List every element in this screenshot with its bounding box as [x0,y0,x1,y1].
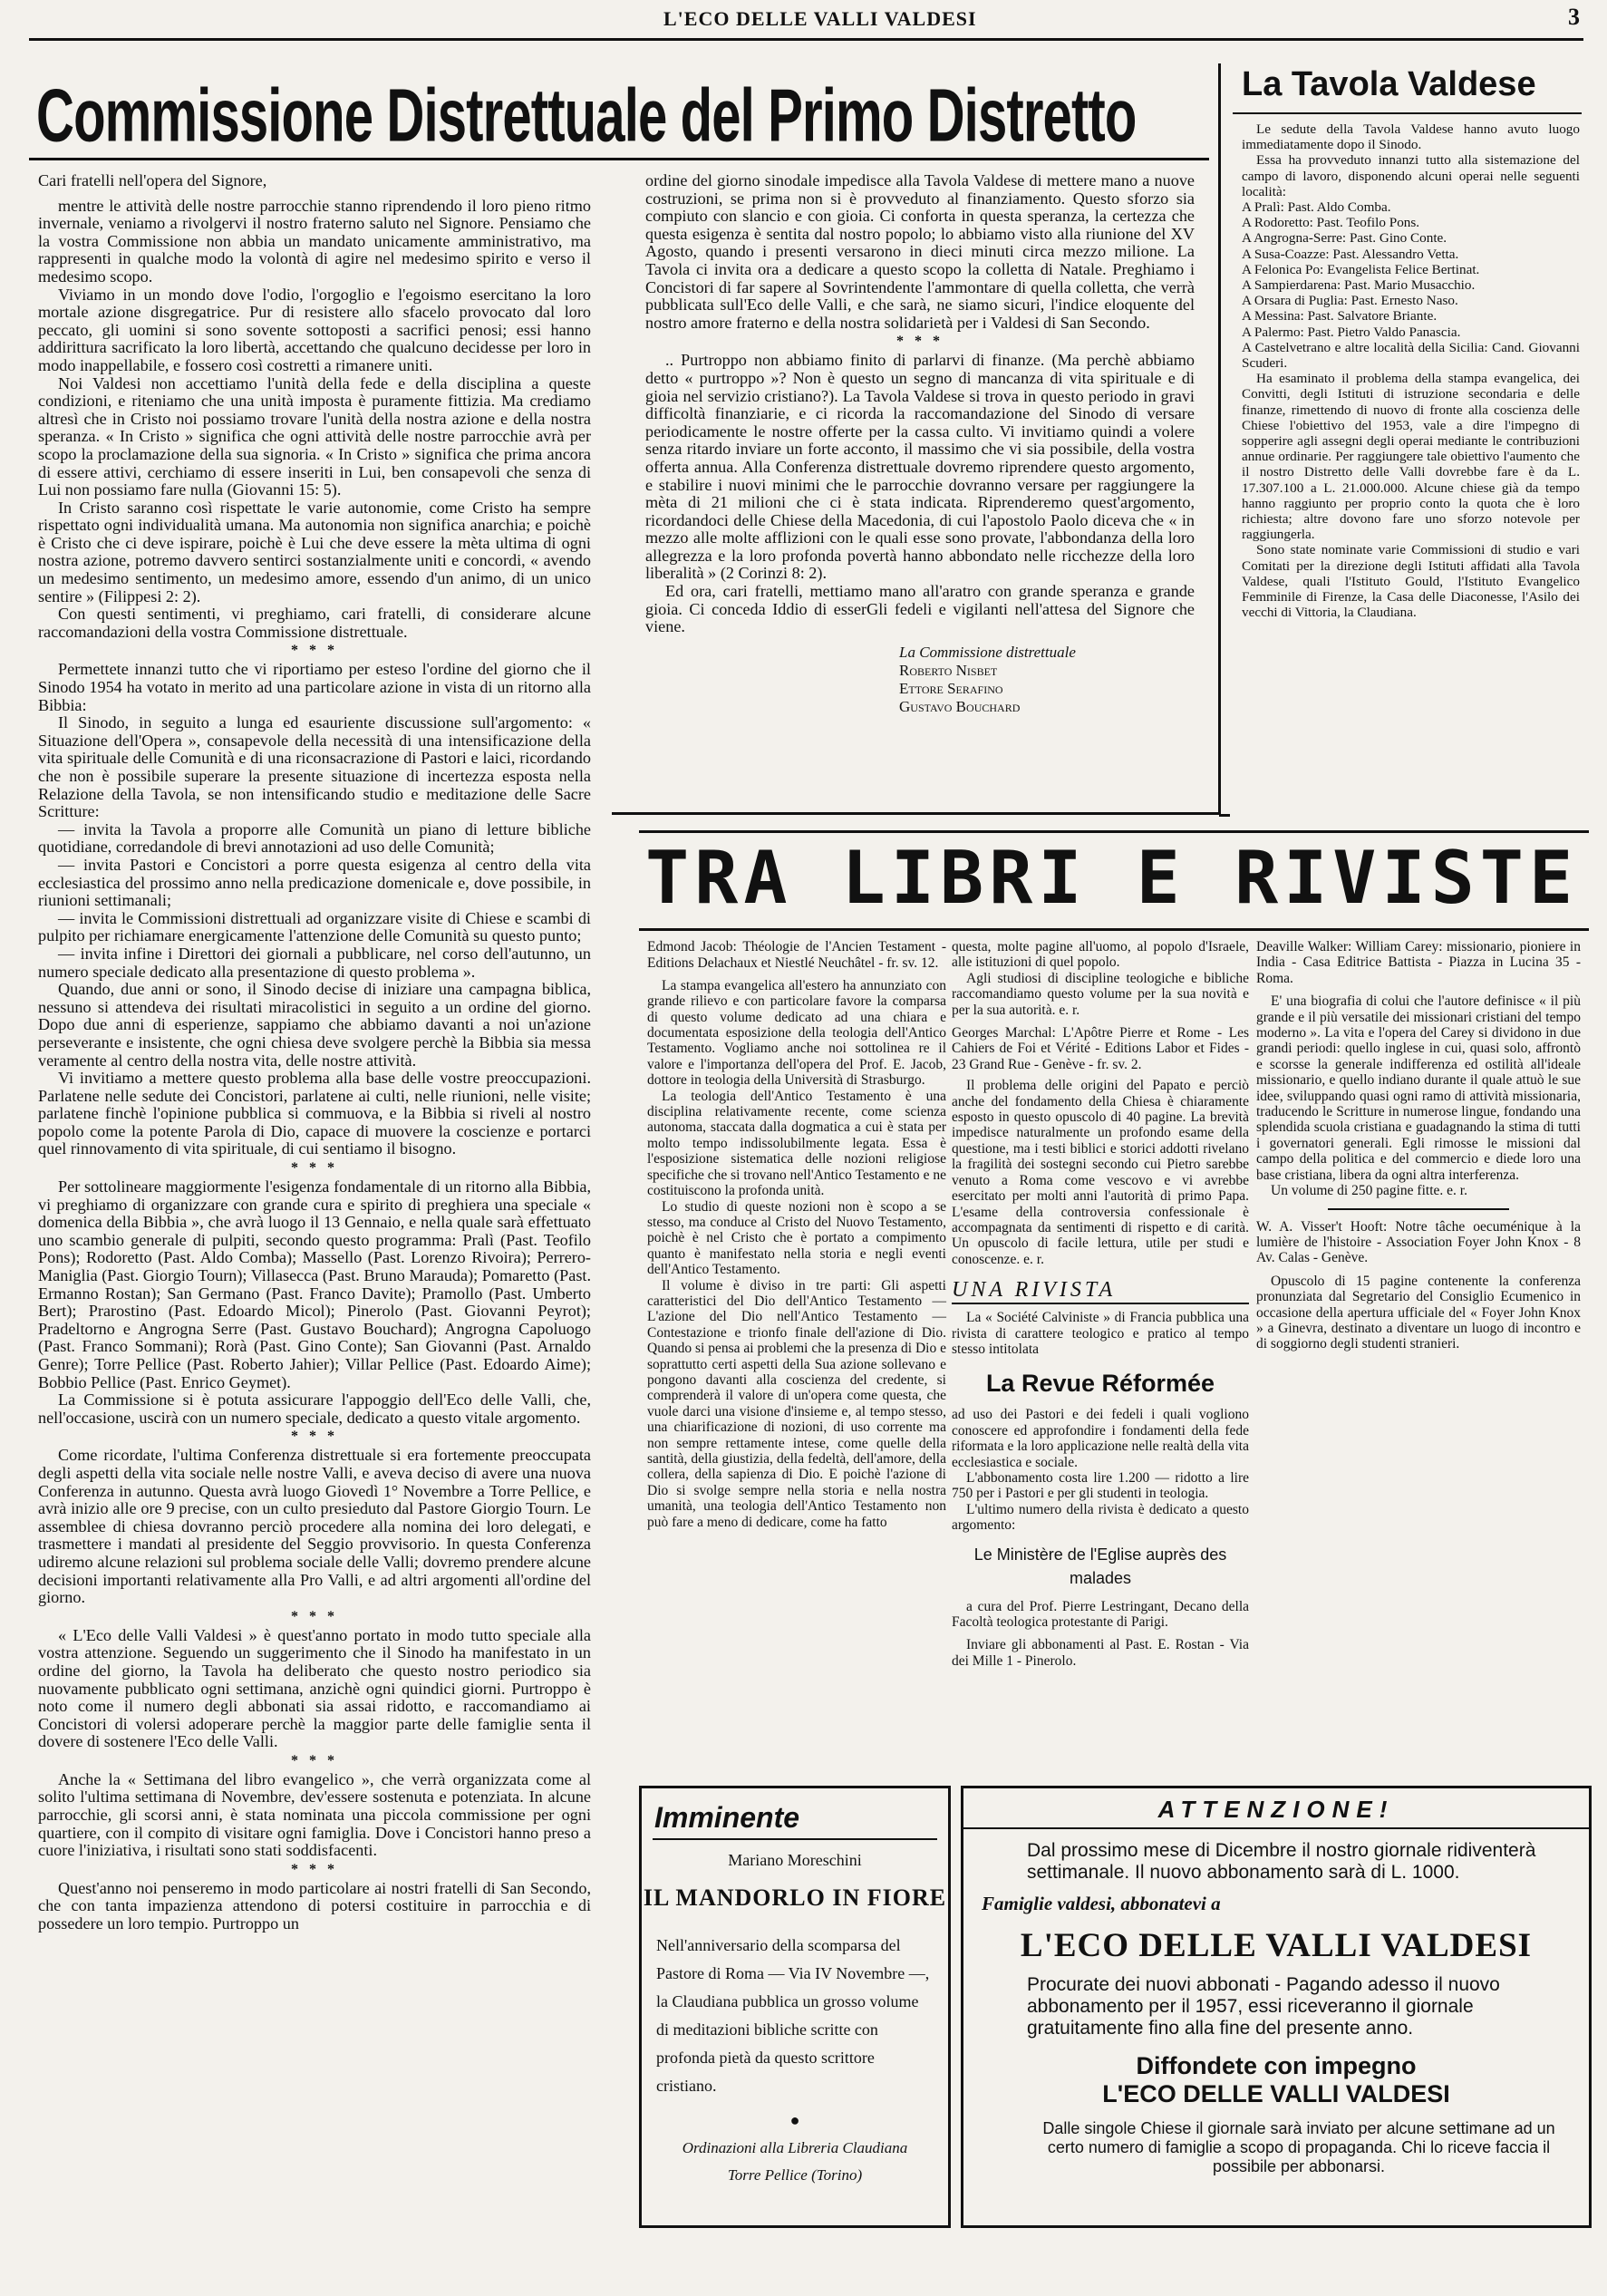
paragraph: Ha esaminato il problema della stampa evangelica, dei Convitti, degli Istituti di istruzione secondaria e delle finanze, rimettendo di nuovo di fronte alla coscienza delle Chiese l'obiettivo del 1953, vale a dire l'impegno di sopperire agli assegni degli operai mediante le contribuzioni annue ordinarie. Per raggiungere tale obiettivo l'aumento che il nostro Distretto delle Valli dovrebbe fare è da L. 17.307.100 a L. 21.000.000. Alcune chiese già da tempo hanno raggiunto per proprio conto la quota che è loro richiesta; altre dovono fare uno sforzo notevole per raggiungerla. [1242,371,1580,543]
tavola-rule [1233,112,1582,114]
paragraph: — invita le Commissioni distrettuali ad organizzare visite di Chiese e scambi di pulpito per richiamare energicamente l'attenzione delle Comunità su questo punto; [38,908,591,945]
libri-column-3-content [1256,939,1581,1352]
paragraph: Il Sinodo, in seguito a lunga ed esauriente discussione sull'argomento: « Situazione dell'Opera », consapevole della necessità di una intensificazione della vita spirituale delle Comunità e di una riconsacrazione di Pastori e laici, ricordando che non è possibile superare la presente situazione di incertezza esposta nella Relazione della Tavola, se non intensificando studio e meditazione delle Sacre Scritture: [38,713,591,821]
paragraph: a cura del Prof. Pierre Lestringant, Decano della Facoltà teologica protestante di Parigi. [952,1598,1249,1630]
attenzione-label: ATTENZIONE! [1157,1796,1395,1823]
commissione-column-1 [38,172,591,1933]
paragraph: ad uso dei Pastori e dei fedeli i quali vogliono conoscere ed approfondire i fondamenti della fede riformata e la loro applicazione nelle realtà della vita ecclesiastica e sociale. [952,1407,1249,1470]
list-item: A Orsara di Puglia: Past. Ernesto Naso. [1242,293,1458,309]
paragraph: Il problema delle origini del Papato e perciò anche del fondamento della Chiesa è chiaramente esposto in questo opuscolo di 40 pagine. La brevità impedisce naturalmente un profondo esame della questione, ma i testi biblici e storici addotti rivelano la fragilità dei sostegni secondo cui Pietro sarebbe venuto a Roma come vescovo e vi avrebbe esercitato per molti anni l'autorità di primo Papa. L'esame della controversia confessionale è accompagnata da sentimenti di rispetto e di carità. Un opuscolo di facile lettura, utile per studi e conoscenze. e. r. [952,1078,1249,1267]
attenzione-notice: Dal prossimo mese di Dicembre il nostro giornale ridiventerà settimanale. Il nuovo abbonamento sarà di L. 1000. [1027,1840,1536,1883]
paragraph: Il volume è diviso in tre parti: Gli aspetti caratteristici del Dio dell'Antico Testamento — L'azione del Dio nell'Antico Testamento — Contestazione e trionfo finale dell'azione di Dio. Quando si pensa ai problemi che la presenza di Dio e soprattutto certi aspetti della Sua azione sollevano e pongono davanti alla coscienza del credente, si comprenderà il valore di un'opera come questa, che vuole darci una visione d'insieme e, al tempo stesso, una chiarificazione di nozioni, di uso corrente ma non sempre rettamente intese, come quelle della santità, della giustizia, della fedeltà, dell'amore, della collera, della sapienza di Dio. E poichè l'azione di Dio si svolge sempre nella storia e nella nostra umanità, una teologia dell'Antico Testamento non può fare a meno di dedicare, come ha fatto [647,1277,946,1530]
list-item: A Castelvetrano e altre località della Sicilia: Cand. Giovanni Scuderi. [1242,339,1580,372]
paragraph: La stampa evangelica all'estero ha annunziato con grande rilievo e con particolare favore la comparsa di questo volume dedicato ad una chiara e documentata esposizione della teologia dell'Antico Testamento. Vogliamo anche noi sottolinea re il valore e l'importanza dell'opera del Prof. E. Jacob, dottore in teologia della Università di Strasburgo. [647,977,946,1089]
paragraph: La teologia dell'Antico Testamento è una disciplina relativamente recente, come scienza autonoma, staccata dalla dogmatica a cui è stata per molto tempo indissolubilmente legata. Essa è l'esposizione sistematica delle nozioni religiose specifiche che si trovano nell'Antico Testamento e ne costituiscono la profonda unità. [647,1088,946,1199]
page-number: 3 [1568,4,1580,30]
rivista-heading: UNA RIVISTA [952,1278,1249,1304]
signatures [899,644,1195,716]
signature-title: La Commissione distrettuale [899,643,1076,661]
paragraph: Quando, due anni or sono, il Sinodo decise di iniziare una campagna biblica, nessuno si attendeva dei risultati miracolistici in seguito a un ordine del giorno. Dopo due anni di esperienze, sappiamo che abbiamo davanti a noi un'azione perseverante e insistente, che ogni chiesa deve svolgere perchè la Bibbia sia messa veramente al centro della nostra vita, delle nostre attività. [38,980,591,1070]
paragraph: La Commissione si è potuta assicurare l'appoggio dell'Eco delle Valli, che, nell'occasione, uscirà con un numero speciale, dedicato a questo vitale argomento. [38,1390,591,1427]
section-rule-corner [1219,805,1230,817]
signature-name: Ettore Serafino [899,679,1003,697]
paragraph: Le sedute della Tavola Valdese hanno avuto luogo immediatamente dopo il Sinodo. [1242,121,1580,153]
paragraph: Noi Valdesi non accettiamo l'unità della fede e della disciplina a queste condizioni, e riteniamo che una unità imposta è puramente fittizia. Ma crediamo altresì che in Cristo noi possiamo trovare l'unità della nostra azione e della nostra speranza. « In Cristo » significa che ogni attività delle nostre parrocchie avrà per scopo la proclamazione della sua signoria. « In Cristo » significa che prima ancora di essere attivi, cerchiamo di essere inseriti in Lui, ben consapevoli che senza di Lui non possiamo fare nulla (Giovanni 15: 5). [38,373,591,499]
libri-column-2 [952,939,1249,1669]
newspaper-name: L'ECO DELLE VALLI VALDESI [1020,1927,1533,1964]
paragraph: — invita Pastori e Concistori a porre questa esigenza al centro della vita ecclesiastica del prossimo anno nella predicazione domenicale e, dove possibile, in riunioni settimanali; [38,855,591,910]
separator-stars: * * * [291,1752,338,1768]
revue-title: La Revue Réformée [985,1370,1215,1398]
paragraph: Viviamo in un mondo dove l'odio, l'orgoglio e l'egoismo esercitano la loro mortale azione disgregatrice. Pur di resistere allo sfacelo provocato dal loro peccato, gli uomini si sono sovente sottoposti a sacrifici penosi; essi hanno addirittura sacrificato la loro libertà, accettando che qualcuno decidesse per loro in modo inappellabile, e fossero così costretti a rimanere uniti. [38,285,591,374]
paragraph: Sono state nominate varie Commissioni di studio e vari Comitati per la direzione degli Istituti affidati alla Tavola Valdese, quali l'Istituto Gould, l'Istituto Evangelico Femminile di Firenze, la Casa delle Diaconesse, l'Asilo dei vecchi di Vittoria, la Claudiana. [1242,542,1580,621]
list-item: A Messina: Past. Salvatore Briante. [1242,308,1438,325]
libri-bottom-rule [639,928,1589,931]
paragraph: E' una biografia di colui che l'autore definisce « il più grande e il più versatile dei missionari cristiani del tempo moderno ». La vita e l'opera del Carey si dividono in due grandi periodi: quello inglese in cui, quasi solo, affrontò e scorsse la generale indifferenza ed ostilità all'ideale missionario, e quello indiano durante il quale attuò le sue idee, sviluppando quasi ogni ramo di attività missionaria, traducendo le Scritture in numerose lingue, fondando una splendida scuola cristiana e guadagnando la stima di tutti i governatori generali. Egli rimosse le missioni dal campo della politica e del commercio e diede loro una base cristiana, libera da ogni altra interferenza. [1256,993,1581,1183]
list-item: A Palermo: Past. Pietro Valdo Panascia. [1242,324,1461,340]
separator-stars: * * * [291,1861,338,1877]
list-item: A Pralì: Past. Aldo Comba. [1242,199,1391,216]
paragraph: Opuscolo di 15 pagine contenente la conferenza pronunziata dal Segretario del Consiglio Ecumenico in occasione della apertura ufficiale del « Foyer John Knox » a Ginevra, destinato a diventare un luogo di incontro e di soggiorno degli studenti stranieri. [1256,1273,1581,1352]
paragraph: Essa ha provveduto innanzi tutto alla sistemazione del campo di lavoro, disponendo alcuni operai nelle seguenti località: [1242,152,1580,199]
separator-stars: * * * [896,334,944,350]
paragraph: — invita infine i Direttori dei giornali a pubblicare, nel corso dell'autunno, un numero speciale dedicato alla presentazione di questo problema ». [38,944,591,981]
salutation: Cari fratelli nell'opera del Signore, [38,171,267,189]
attenzione-offer: Procurate dei nuovi abbonati - Pagando adesso il nuovo abbonamento per il 1957, essi riceveranno il giornale gratuitamente fino alla fine del presente anno. [1027,1974,1500,2039]
imminente-order: Ordinazioni alla Libreria Claudiana [682,2139,908,2156]
bullet: ● [789,2111,800,2129]
review-heading: Edmond Jacob: Théologie de l'Ancien Testament - Editions Delachaux et Niestlé Neuchâtel - fr. sv. 12. [647,939,946,972]
libri-headline: TRA LIBRI E RIVISTE [645,836,1579,920]
list-item: A Sampierdarena: Past. Mario Musacchio. [1242,277,1476,294]
paragraph: Con questi sentimenti, vi preghiamo, cari fratelli, di considerare alcune raccomandazioni della vostra Commissione distrettuale. [38,605,591,641]
imminente-box [639,1786,951,2228]
paragraph: L'abbonamento costa lire 1.200 — ridotto a lire 750 per i Pastori e per gli studenti in teologia. [952,1469,1249,1502]
newspaper-title: L'ECO DELLE VALLI VALDESI [663,7,977,30]
places-list [1242,199,1580,371]
signature-name: Gustavo Bouchard [899,697,1021,715]
paragraph: Vi invitiamo a mettere questo problema alla base delle vostre preoccupazioni. Parlatene nelle sedute dei Concistori, parlatene ai culti, nelle riunioni, nelle visite; parlatene finchè l'opinione pubblica si commuova, e la Bibbia si riveli al nostro popolo come la potente Parola di Dio, capace di muovere la coscienze e portarci quel rinnovamento di vita spirituale, di cui sentiamo il bisogno. [38,1069,591,1158]
separator-stars: * * * [291,1160,338,1177]
paragraph: La « Société Calviniste » di Francia pubblica una rivista di carattere teologico e pratico al tempo stesso intitolata [952,1310,1249,1357]
paragraph: — invita la Tavola a proporre alle Comunità un piano di letture bibliche quotidiane, corredandole di brevi annotazioni ad uso delle Comunità; [38,819,591,857]
imminente-text: Nell'anniversario della scomparsa del Pastore di Roma — Via IV Novembre —, la Claudiana pubblica un grosso volume di meditazioni bibliche scritte con profonda pietà da questo scrittore cristiano. [656,1936,930,2095]
page-header [29,0,1583,41]
paragraph: Ed ora, cari fratelli, mettiamo mano all'aratro con grande speranza e grande gioia. Ci conceda Iddio di esserGli fedeli e vigilanti nell'attesa del Signore che viene. [645,582,1195,636]
paragraph: Come ricordate, l'ultima Conferenza distrettuale si era fortemente preoccupata degli aspetti della vita sociale nelle nostre Valli, e aveva deciso di avere una nuova Conferenza in autunno. Questa avrà luogo Giovedì 1° Novembre a Torre Pellice, e avrà inizio alle ore 9 precise, con un culto presieduto dal Pastore Giorgio Tourn. Le assemblee di chiesa dovranno perciò procedere alla nomina dei loro delegati, e trasmettere i mandati al presidente del Seggio provvisorio. In questa Conferenza udiremo alcune relazioni sul problema sociale delle Valli; dovremo prendere alcune decisioni importanti relativamente alla Pro Valli, e ad altri argomenti all'ordine del giorno. [38,1446,591,1607]
separator-stars: * * * [291,1608,338,1624]
divider [963,1827,1589,1829]
revue-topic: Le Ministère de l'Eglise auprès des malades [973,1545,1227,1587]
paragraph: questa, molte pagine all'uomo, al popolo d'Israele, alle istituzioni di quel popolo. [952,939,1249,971]
paragraph: Permettete innanzi tutto che vi riportiamo per esteso l'ordine del giorno che il Sinodo 1954 ha votato in merito ad una particolare azione in vista di un ritorno alla Bibbia: [38,660,591,714]
paragraph: Quest'anno noi penseremo in modo particolare ai nostri fratelli di San Secondo, che con tanta impazienza attendono di potersi costituire in parrocchia e di possedere un loro tempio. Purtroppo un [38,1878,591,1933]
review-heading: W. A. Visser't Hooft: Notre tâche oecuménique à la lumière de l'histoire - Association Foyer John Knox - 8 Av. Calas - Genève. [1256,1218,1581,1266]
libri-column-1 [647,939,946,1530]
diffondete-heading: Diffondete con impegno [1136,2052,1417,2079]
paragraph: « L'Eco delle Valli Valdesi » è quest'anno portato in modo tutto speciale alla vostra attenzione. Seguendo un suggerimento che il Sinodo ha manifestato in un ordine del giorno, la Tavola ha deliberato che questo nostro periodico sia nuovamente pubblicato ogni settimana, anzichè ogni quindici giorni. Purtroppo è noto come il numero degli abbonati sia assai ridotto, e raccomandiamo ai Concistori di volersi adoperare perchè la maggior parte delle famiglie senta il dovere di sostenere l'Eco delle Valli. [38,1625,591,1751]
paragraph: In Cristo saranno così rispettate le varie autonomie, come Cristo ha sempre rispettato ogni individualità umana. Ma autonomia non significa anarchia; e poichè è Cristo che ci deve ispirare, poichè è Lui che deve essere la mèta ultima di ogni nostra azione, potremo davvero sentirci sostanzialmente uniti e concordi, « avendo un medesimo sentimento, un medesimo amore, essendo d'un animo, di un unico sentire » (Filippesi 2: 2). [38,498,591,605]
imminente-book-title: IL MANDORLO IN FIORE [643,1884,947,1911]
list-item: A Rodoretto: Past. Teofilo Pons. [1242,215,1420,231]
paragraph: Agli studiosi di discipline teologiche e bibliche raccomandiamo questo volume per la sua novità e per la sua autorità. e. r. [952,970,1249,1018]
column-rule [1218,63,1221,812]
paragraph: mentre le attività delle nostre parrocchie stanno riprendendo il loro pieno ritmo invernale, veniamo a rivolgervi il nostro fraterno saluto nel Signore. Pensiamo che la vostra Commissione non abbia un mandato unicamente amministrativo, ma rappresenti in qualche modo la volontà di agire nel medesimo spirito e verso il medesimo scopo. [38,196,591,286]
separator-stars: * * * [291,643,338,659]
newspaper-name: L'ECO DELLE VALLI VALDESI [1102,2080,1450,2107]
list-item: A Susa-Coazze: Past. Alessandro Vetta. [1242,246,1459,262]
section-rule [612,812,1221,815]
signature-name: Roberto Nisbet [899,661,998,679]
review-heading: Georges Marchal: L'Apôtre Pierre et Rome - Les Cahiers de Foi et Vérité - Editions Labor et Fides - 23 Grand Rue - Genève - fr. sv. 2. [952,1025,1249,1072]
libri-top-rule [639,830,1589,833]
paragraph: Anche la « Settimana del libro evangelico », che verrà organizzata come al solito l'ultima settimana di Novembre, dev'essere sostenuta e potenziata. In alcune parrocchie, gli scorsi anni, è stata nominata una piccola commissione per ogni quartiere, con il compito di visitare ogni famiglia. Dove i Concistori hanno preso a cuore l'iniziativa, i risultati sono stati soddisfacenti. [38,1769,591,1860]
paragraph: Un volume di 250 pagine fitte. e. r. [1271,1183,1467,1199]
paragraph: Lo studio di queste nozioni non è scopo a se stesso, ma conduce al Cristo del Nuovo Testamento, poichè è nel Cristo che è portato a compimento quanto è manifestato nella storia e negli eventi dell'Antico Testamento. [647,1198,946,1278]
attenzione-box [961,1786,1592,2228]
list-item: A Angrogna-Serre: Past. Gino Conte. [1242,230,1447,247]
tavola-headline: La Tavola Valdese [1242,65,1536,103]
tavola-column [1242,121,1580,621]
divider [1328,1208,1509,1210]
separator-stars: * * * [291,1429,338,1445]
attenzione-propaganda: Dalle singole Chiese il giornale sarà inviato per alcune settimane ad un certo numero di famiglie a scopo di propaganda. Chi lo riceve faccia il possibile per abbonarsi. [1042,2119,1555,2175]
imminente-label: Imminente [654,1801,800,1834]
review-heading: Deaville Walker: William Carey: missionario, pioniere in India - Casa Editrice Battista - Piazza in Lucina 35 - Roma. [1256,939,1581,986]
imminente-author: Mariano Moreschini [728,1851,862,1869]
paragraph: Inviare gli abbonamenti al Past. E. Rostan - Via dei Mille 1 - Pinerolo. [952,1637,1249,1669]
list-item: A Felonica Po: Evangelista Felice Bertinat. [1242,261,1480,277]
paragraph: ordine del giorno sinodale impedisce alla Tavola Valdese di mettere mano a nuove costruzioni, se prima non si è provveduto al finanziamento. Questo sforzo sia compiuto con slancio e con gioia. Ci conforta in questa speranza, la certezza che questa esigenza è sentita dal nostro popolo; lo abbiamo visto alla riunione del XV Agosto, quando i presenti versarono in dieci minuti circa mezzo milione. La Tavola ci invita ora a dedicare a questo scopo la colletta di Natale. Preghiamo i Concistori di far sapere al Sovrintendente l'ammontare di quella colletta, che verrà pubblicata sull'Eco delle Valli, e che sarà, ne siamo sicuri, l'indice eloquente del nostro amore fraterno e della nostra solidarietà per i Valdesi di San Secondo. [645,171,1195,332]
attenzione-invite: Famiglie valdesi, abbonatevi a [982,1893,1221,1914]
divider [653,1838,937,1840]
paragraph: Per sottolineare maggiormente l'esigenza fondamentale di un ritorno alla Bibbia, vi preghiamo di organizzare con grande cura e spirito di preghiera una speciale « domenica della Bibbia », che avrà luogo il 13 Gennaio, e nella quale sarà effettuato uno scambio generale di pulpiti, secondo questo programma: Pralì (Past. Teofilo Pons); Rodoretto (Past. Aldo Comba); Massello (Past. Lorenzo Rivoira); Perrero-Maniglia (Past. Giorgio Tourn); Villasecca (Past. Bruno Marauda); Pomaretto (Past. Ermanno Rostan); San Germano (Past. Franco Davite); Pramollo (Past. Umberto Bert); Prarostino (Past. Edoardo Micol); Pinerolo (Past. Giovanni Peyrot); Pradeltorno e Angrogna Serre (Past. Gustavo Bouchard); Angrogna Capoluogo (Past. Franco Sommani); Rorà (Past. Gino Conte); San Giovanni (Past. Arnaldo Genre); Torre Pellice (Past. Roberto Jahier); Villar Pellice (Past. Edoardo Aime); Bobbio Pellice (Past. Enrico Geymet). [38,1177,591,1391]
commissione-headline: Commissione Distrettuale del Primo Distretto [36,73,1137,157]
paragraph: L'ultimo numero della rivista è dedicato a questo argomento: [952,1501,1249,1534]
paragraph: .. Purtroppo non abbiamo finito di parlarvi di finanze. (Ma perchè abbiamo detto « purtroppo »? Non è questo un segno di mancanza di vita spirituale e di gioia nel servizio cristiano?). La Tavola Valdese si trova in questo periodo in gravi difficoltà finanziarie, e ci ricorda la raccomandazione del Sinodo di versare periodicamente le nostre offerte per la cassa culto. Vi invitiamo quindi a volere senza ritardo inviare un forte acconto, il massimo che vi sia possibile, della vostra offerta annua. Alla Conferenza distrettuale dovremo riprendere questo argomento, e stabilire i nuovi minimi che le parrocchie dovranno versare per raggiungere la mèta di 21 milioni che ci è stata indicata. Riprenderemo quest'argomento, ricordandoci delle Chiese della Macedonia, di cui l'apostolo Paolo diceva che « in mezzo alle molte afflizioni con le quali esse sono provate, l'abbondanza della loro allegrezza e la loro profonda povertà hanno abbondato nelle ricchezze della loro liberalità » (2 Corinzi 8: 2). [645,351,1195,583]
commissione-column-2 [645,172,1195,716]
imminente-address: Torre Pellice (Torino) [727,2166,863,2184]
headline-rule [29,158,1209,160]
